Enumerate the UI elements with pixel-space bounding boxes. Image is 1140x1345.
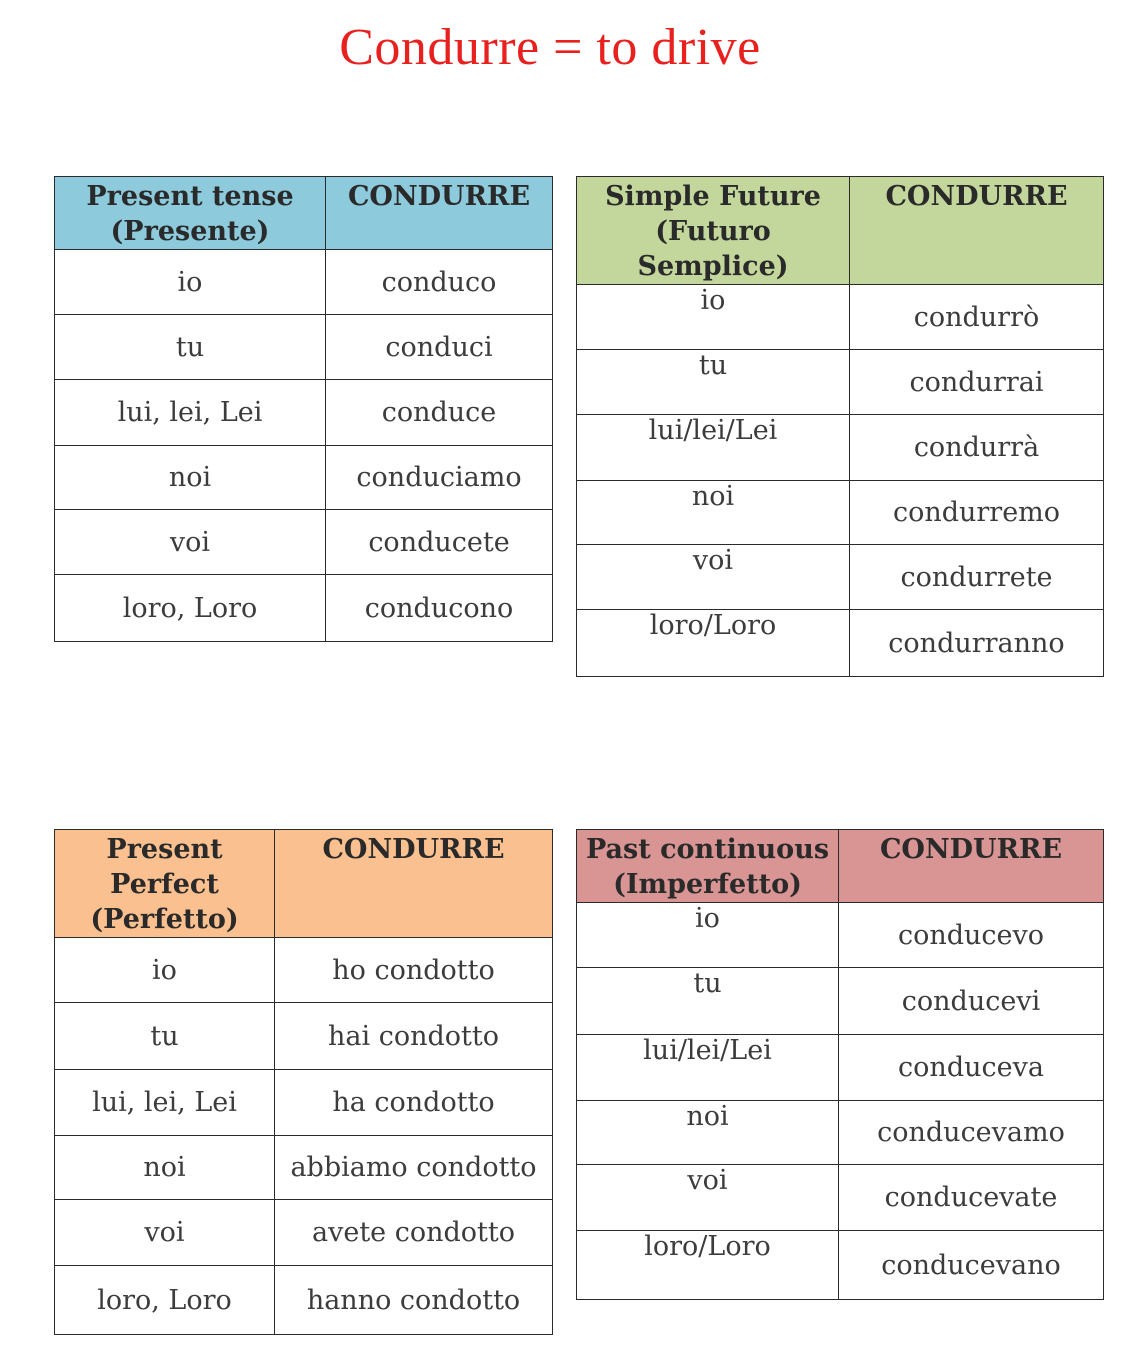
conjugation-cell: conduceva [839, 1035, 1104, 1101]
tense-header [577, 830, 839, 903]
tense-header [577, 177, 850, 285]
pronoun-cell: tu [55, 315, 326, 380]
pronoun-cell: lui/lei/Lei [577, 1035, 839, 1101]
table-row [577, 1231, 1104, 1300]
tense-italian-name: (Perfetto) [90, 904, 239, 935]
table-row [55, 380, 553, 446]
conjugation-cell: condurrai [850, 350, 1104, 415]
pronoun-cell: noi [55, 1136, 275, 1200]
verb-header: CONDURRE [850, 177, 1104, 285]
present-perfect-table [54, 829, 553, 1335]
table-row [55, 1070, 553, 1136]
conjugation-cell: conducevamo [839, 1101, 1104, 1165]
table-row [55, 575, 553, 642]
page-title: Condurre = to drive [339, 19, 761, 76]
table-row [577, 415, 1104, 481]
conjugation-cell: conduciamo [326, 446, 553, 510]
pronoun-cell: loro/Loro [577, 610, 850, 677]
tense-italian-name: (Futuro Semplice) [637, 216, 789, 282]
table-header-row [55, 177, 553, 250]
pronoun-cell: lui/lei/Lei [577, 415, 850, 481]
pronoun-cell: lui, lei, Lei [55, 1070, 275, 1136]
pronoun-cell: voi [55, 1200, 275, 1266]
pronoun-cell: noi [577, 1101, 839, 1165]
table-row [577, 903, 1104, 968]
conjugation-cell: conduco [326, 250, 553, 315]
verb-header: CONDURRE [326, 177, 553, 250]
table-row [55, 510, 553, 575]
pronoun-cell: io [55, 938, 275, 1003]
table-row [55, 938, 553, 1003]
tense-name: Simple Future [605, 181, 821, 212]
conjugation-cell: conducete [326, 510, 553, 575]
pronoun-cell: tu [577, 350, 850, 415]
table-row [577, 481, 1104, 545]
pronoun-cell: io [55, 250, 326, 315]
tense-name: Present tense [86, 181, 294, 212]
conjugation-cell: conducevate [839, 1165, 1104, 1231]
table-row [55, 250, 553, 315]
table-row [577, 285, 1104, 350]
pronoun-cell: io [577, 903, 839, 968]
verb-header: CONDURRE [839, 830, 1104, 903]
conjugation-cell: hanno condotto [275, 1266, 553, 1335]
tense-header [55, 830, 275, 938]
tense-name: Past continuous [585, 834, 830, 865]
conjugation-cell: condurrò [850, 285, 1104, 350]
tense-italian-name: (Imperfetto) [613, 869, 802, 900]
conjugation-cell: condurremo [850, 481, 1104, 545]
pronoun-cell: noi [577, 481, 850, 545]
pronoun-cell: loro/Loro [577, 1231, 839, 1300]
conjugation-cell: conducono [326, 575, 553, 642]
conjugation-cell: condurrà [850, 415, 1104, 481]
table-header-row [577, 830, 1104, 903]
pronoun-cell: tu [55, 1003, 275, 1070]
verb-header: CONDURRE [275, 830, 553, 938]
pronoun-cell: loro, Loro [55, 1266, 275, 1335]
present-tense-table [54, 176, 553, 642]
tense-header [55, 177, 326, 250]
conjugation-cell: condurranno [850, 610, 1104, 677]
table-row [577, 1101, 1104, 1165]
pronoun-cell: lui, lei, Lei [55, 380, 326, 446]
table-header-row [577, 177, 1104, 285]
pronoun-cell: io [577, 285, 850, 350]
conjugation-cell: conducevano [839, 1231, 1104, 1300]
table-row [577, 350, 1104, 415]
conjugation-cell: conducevo [839, 903, 1104, 968]
pronoun-cell: voi [577, 545, 850, 610]
pronoun-cell: loro, Loro [55, 575, 326, 642]
table-row [55, 446, 553, 510]
pronoun-cell: tu [577, 968, 839, 1035]
table-header-row [55, 830, 553, 938]
conjugation-cell: ha condotto [275, 1070, 553, 1136]
table-row [577, 610, 1104, 677]
table-row [55, 1200, 553, 1266]
tense-name: Present Perfect [106, 834, 223, 900]
conjugation-cell: hai condotto [275, 1003, 553, 1070]
pronoun-cell: voi [577, 1165, 839, 1231]
table-row [577, 545, 1104, 610]
table-row [55, 1136, 553, 1200]
conjugation-cell: avete condotto [275, 1200, 553, 1266]
table-row [55, 1003, 553, 1070]
conjugation-cell: conduci [326, 315, 553, 380]
conjugation-cell: ho condotto [275, 938, 553, 1003]
past-continuous-table [576, 829, 1104, 1300]
table-row [577, 1165, 1104, 1231]
tense-italian-name: (Presente) [110, 216, 270, 247]
pronoun-cell: noi [55, 446, 326, 510]
conjugation-cell: conducevi [839, 968, 1104, 1035]
table-row [55, 315, 553, 380]
table-row [577, 968, 1104, 1035]
conjugation-cell: conduce [326, 380, 553, 446]
simple-future-table [576, 176, 1104, 677]
conjugation-cell: condurrete [850, 545, 1104, 610]
table-row [55, 1266, 553, 1335]
table-row [577, 1035, 1104, 1101]
pronoun-cell: voi [55, 510, 326, 575]
conjugation-cell: abbiamo condotto [275, 1136, 553, 1200]
